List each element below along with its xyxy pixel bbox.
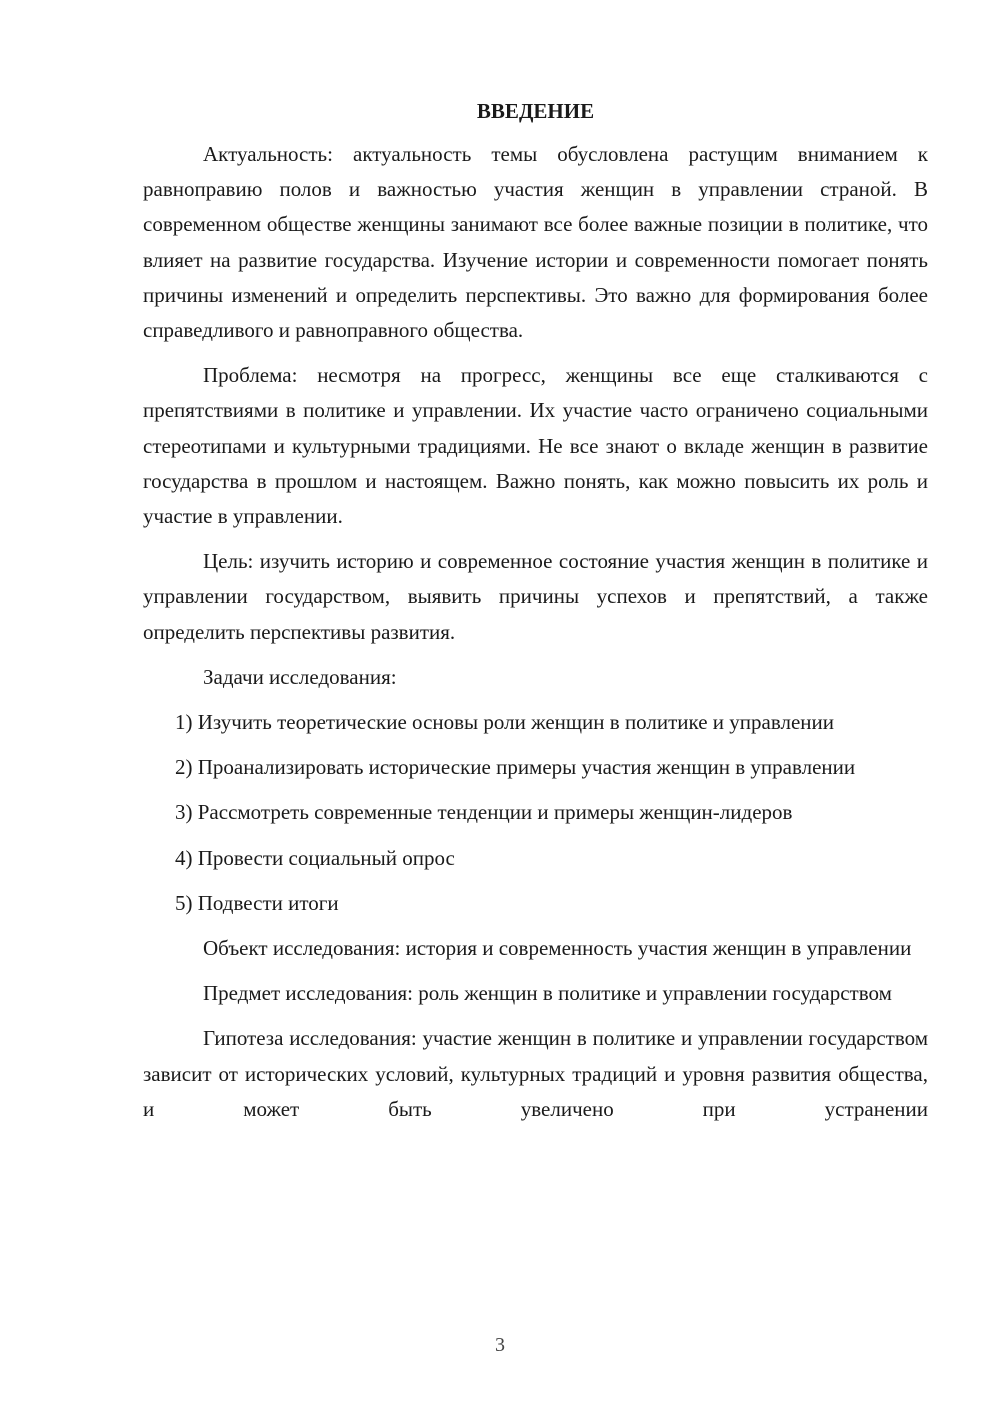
hypothesis-paragraph: Гипотеза исследования: участие женщин в политике и управлении государством зависит от исторических условий, культурных традиций и уровня развития общества, и может быть увеличено при устранении <box>143 1026 928 1121</box>
page-number: 3 <box>495 1334 505 1356</box>
task-item-2: 2) Проанализировать исторические примеры участия женщин в управлении <box>175 755 856 780</box>
page-title: ВВЕДЕНИЕ <box>476 99 595 123</box>
problem-paragraph: Проблема: несмотря на прогресс, женщины все еще сталкиваются с препятствиями в политике и управлении. Их участие часто ограничено социальными стереотипами и культурными традициями. Не все знают о вкладе женщин в развитие государства в прошлом и настоящем. Важно понять, как можно повысить их роль и участие в управлении. <box>143 363 928 529</box>
tasks-heading: Задачи исследования: <box>203 664 397 689</box>
task-item-1: 1) Изучить теоретические основы роли женщин в политике и управлении <box>175 710 834 735</box>
task-item-5: 5) Подвести итоги <box>175 890 339 915</box>
subject-paragraph: Предмет исследования: роль женщин в политике и управлении государством <box>203 981 892 1006</box>
task-item-4: 4) Провести социальный опрос <box>175 845 455 870</box>
object-paragraph: Объект исследования: история и современность участия женщин в управлении <box>203 936 912 961</box>
goal-paragraph: Цель: изучить историю и современное состояние участия женщин в политике и управлении государством, выявить причины успехов и препятствий, а также определить перспективы развития. <box>143 549 928 644</box>
document-page <box>143 96 928 1127</box>
relevance-paragraph: Актуальность: актуальность темы обусловлена растущим вниманием к равноправию полов и важностью участия женщин в управлении страной. В современном обществе женщины занимают все более важные позиции в политике, что влияет на развитие государства. Изучение истории и современности помогает понять причины изменений и определить перспективы. Это важно для формирования более справедливого и равноправного общества. <box>143 142 928 343</box>
task-item-3: 3) Рассмотреть современные тенденции и примеры женщин-лидеров <box>175 800 793 825</box>
